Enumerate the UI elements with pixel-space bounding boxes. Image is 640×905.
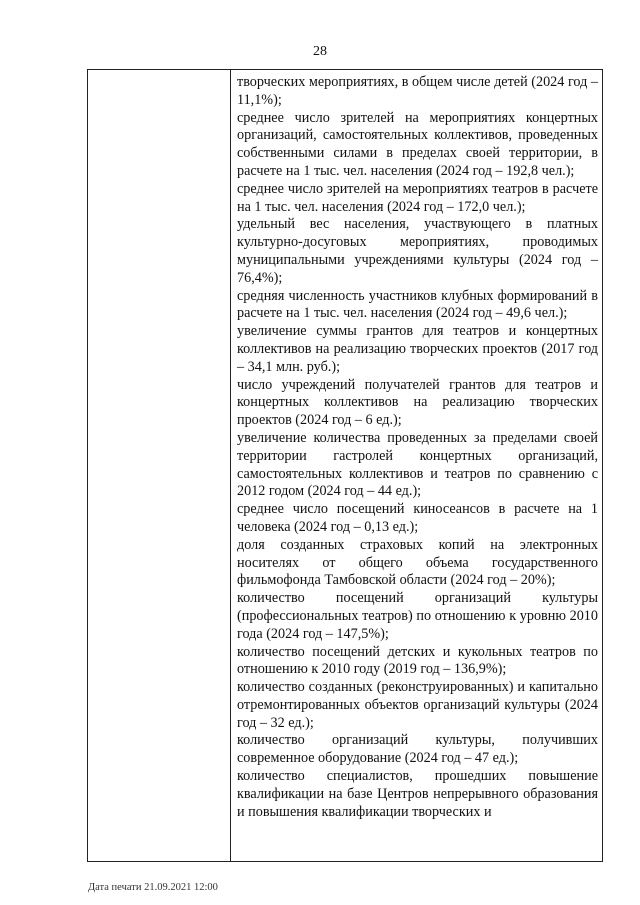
indicator-item: среднее число зрителей на мероприятиях концертных организаций, самостоятельных коллективов, проведенных собственными силами в пределах своей территории, в расчете на 1 тыс. чел. населения (2024 год – 192,8 чел.); <box>237 109 598 179</box>
indicator-item: количество специалистов, прошедших повышение квалификации на базе Центров непрерывного образования и повышения квалификации творческих и <box>237 768 598 820</box>
indicator-item: количество организаций культуры, получивших современное оборудование (2024 год – 47 ед.); <box>237 732 598 767</box>
indicator-item: количество посещений детских и кукольных театров по отношению к 2010 году (2019 год – 136,9%); <box>237 643 598 678</box>
indicator-item: увеличение количества проведенных за пределами своей территории гастролей концертных организаций, самостоятельных коллективов и театров по сравнению с 2012 годом (2024 год – 44 ед.); <box>237 429 598 500</box>
indicator-item: удельный вес населения, участвующего в платных культурно-досуговых мероприятиях, проводимых муниципальными учреждениями культуры (2024 год – 76,4%); <box>237 216 598 286</box>
indicator-item: количество посещений организаций культуры (профессиональных театров) по отношению к уровню 2010 года (2024 год – 147,5%); <box>237 590 598 642</box>
indicator-item: творческих мероприятиях, в общем числе детей (2024 год – 11,1%); <box>237 74 598 108</box>
indicators-cell <box>237 74 598 821</box>
page-number: 28 <box>313 44 327 59</box>
indicator-item: число учреждений получателей грантов для театров и концертных коллективов на реализацию творческих проектов (2024 год – 6 ед.); <box>237 376 598 429</box>
indicator-item: доля созданных страховых копий на электронных носителях от общего объема государственного фильмофонда Тамбовской области (2024 год – 20%); <box>237 536 598 589</box>
indicator-item: количество созданных (реконструированных) и капитально отремонтированных объектов организаций культуры (2024 год – 32 ед.); <box>237 679 598 731</box>
indicator-item: среднее число зрителей на мероприятиях театров в расчете на 1 тыс. чел. населения (2024 год – 172,0 чел.); <box>237 180 598 215</box>
column-divider <box>230 70 231 861</box>
indicator-item: увеличение суммы грантов для театров и концертных коллективов на реализацию творческих проектов (2017 год – 34,1 млн. руб.); <box>237 323 598 375</box>
indicators-table <box>87 69 603 862</box>
indicator-item: среднее число посещений киносеансов в расчете на 1 человека (2024 год – 0,13 ед.); <box>237 501 598 535</box>
indicator-item: средняя численность участников клубных формирований в расчете на 1 тыс. чел. населения (2024 год – 49,6 чел.); <box>237 287 598 322</box>
print-date-footer: Дата печати 21.09.2021 12:00 <box>88 882 218 893</box>
